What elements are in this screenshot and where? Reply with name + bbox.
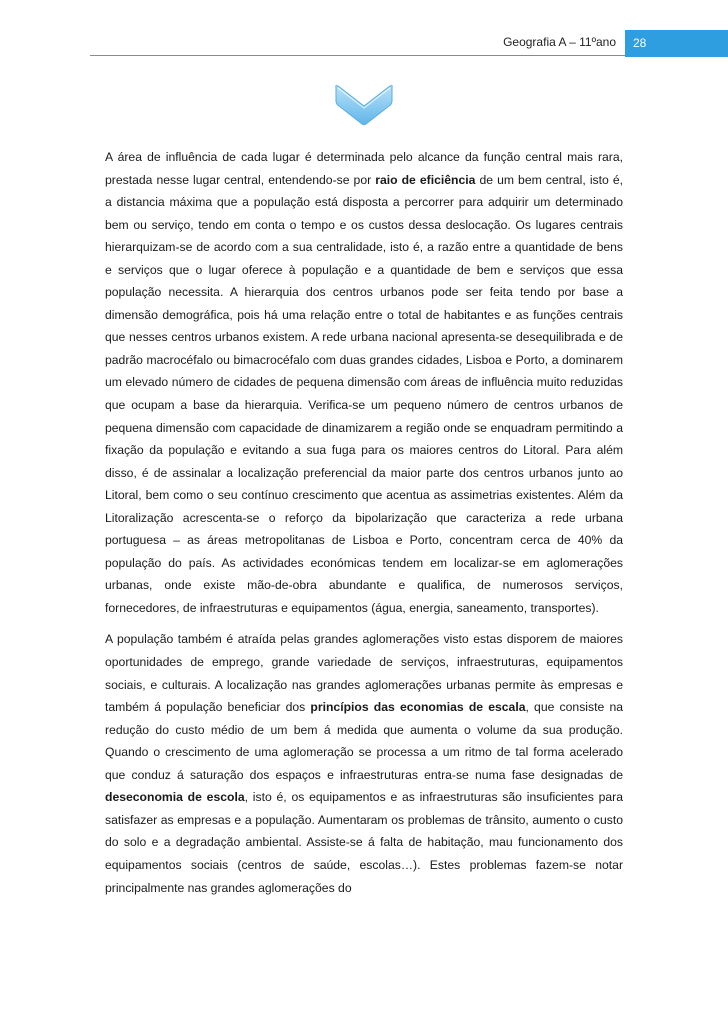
paragraph-text: de um bem central, isto é, a distancia máxima que a população está disposta a percorrer para adquirir um determinado bem ou serviço, tendo em conta o tempo e os custos dessa deslocação. Os lugares centrais hierarquizam-se de acordo com a sua centralidade, isto é, a razão entre a quantidade de bens e serviços que o lugar oferece à população e a quantidade de bem e serviços que essa população necessita. A hierarquia dos centros urbanos pode ser feita tendo por base a dimensão demográfica, pois há uma relação entre o total de habitantes e as funções centrais que nesses centros urbanos existem. A rede urbana nacional apresenta-se desequilibrada e de padrão macrocéfalo ou bimacrocéfalo com duas grandes cidades, Lisboa e Porto, a dominarem um elevado número de cidades de pequena dimensão com áreas de influência muito reduzidas que ocupam a base da hierarquia. Verifica-se um pequeno número de centros urbanos de pequena dimensão com capacidade de dinamizarem a região onde se enquadram permitindo a fixação da população e evitando a sua fuga para os maiores centros do Litoral. Para além disso, é de assinalar a localização preferencial da maior parte dos centros urbanos junto ao Litoral, bem como o seu contínuo crescimento que acentua as assimetrias existentes. Além da Litoralização acrescenta-se o reforço da bipolarização que caracteriza a rede urbana portuguesa – as áreas metropolitanas de Lisboa e Porto, concentram cerca de 40% da população do país. As actividades económicas tendem em localizar-se em aglomerações urbanas, onde existe mão-de-obra abundante e qualifica, de numerosos serviços, fornecedores, de infraestruturas e equipamentos (água, energia, saneamento, transportes). xyxy=(105,172,623,615)
paragraph-text: A área de influência de cada lugar é determinada pelo alcance da função central mais rara, prestada nesse lugar central, entendendo-se por xyxy=(105,150,623,187)
page-number-box xyxy=(625,30,728,57)
chevron-down-icon xyxy=(334,84,394,126)
page-number: 28 xyxy=(633,36,647,50)
header-rule xyxy=(90,55,630,56)
header-title: Geografia A – 11ºano xyxy=(503,35,616,49)
paragraph xyxy=(105,628,623,899)
bold-term: raio de eficiência xyxy=(375,172,476,187)
paragraph-text: , que consiste na redução do custo médio de um bem á medida que aumenta o volume da sua produção. Quando o crescimento de uma aglomeração se processa a um ritmo de tal forma acelerado que conduz á saturação dos espaços e infraestruturas entra-se numa fase designadas de xyxy=(105,700,623,782)
paragraph-text: A população também é atraída pelas grandes aglomerações visto estas disporem de maiores oportunidades de emprego, grande variedade de serviços, infraestruturas, equipamentos sociais, e culturais. A localização nas grandes aglomerações urbanas permite às empresas e também á população beneficiar dos xyxy=(105,632,623,715)
bold-term: princípios das economias de escala xyxy=(310,700,526,715)
paragraph-text: , isto é, os equipamentos e as infraestruturas são insuficientes para satisfazer as empresas e a população. Aumentaram os problemas de trânsito, aumento o custo do solo e a degradação ambiental. Assiste-se á falta de habitação, mau funcionamento dos equipamentos sociais (centros de saúde, escolas…). Estes problemas fazem-se notar principalmente nas grandes aglomerações do xyxy=(105,790,623,895)
body-text xyxy=(105,146,623,899)
bold-term: deseconomia de escola xyxy=(105,790,245,805)
paragraph xyxy=(105,146,623,619)
